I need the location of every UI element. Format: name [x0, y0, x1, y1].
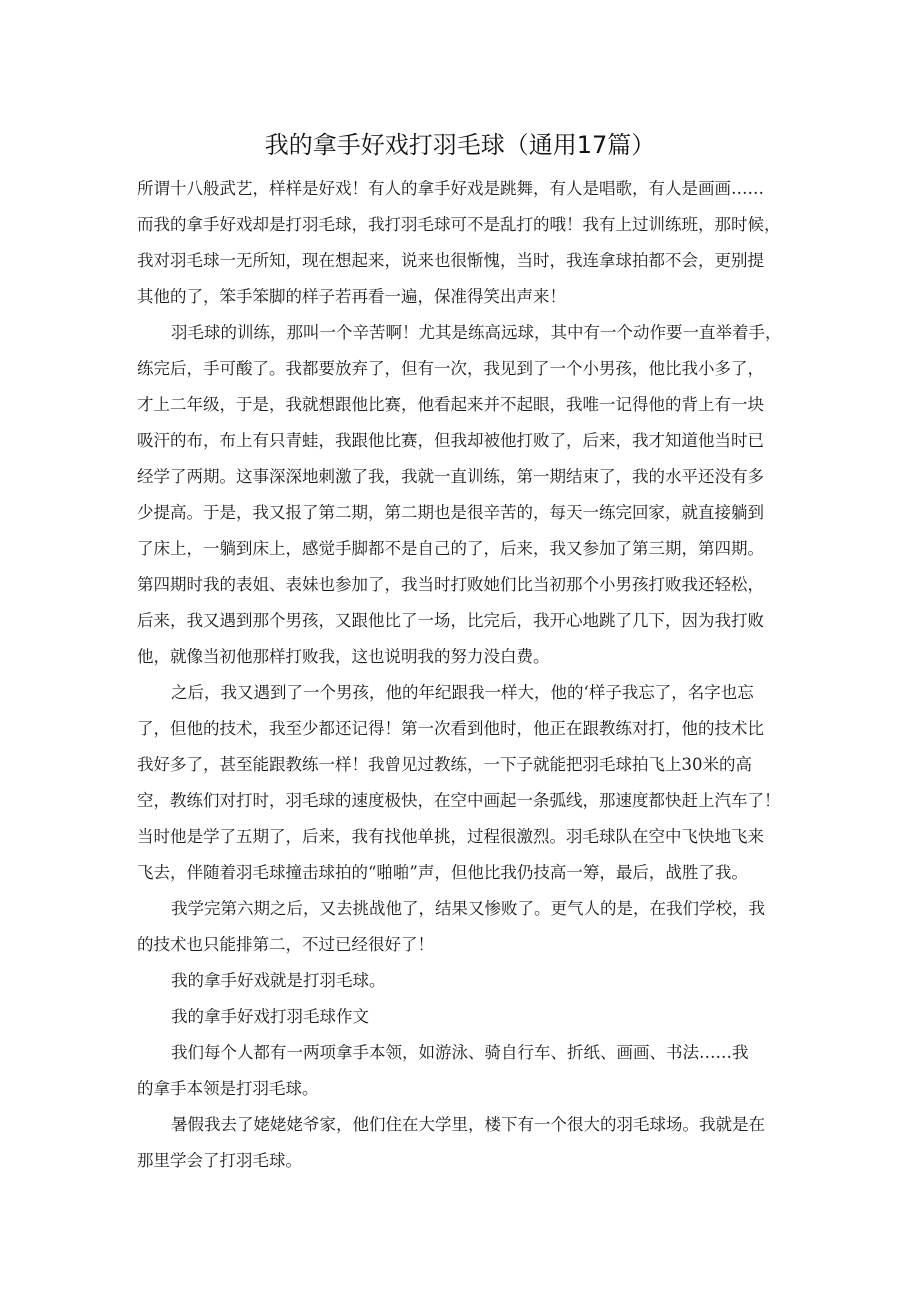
subheading: 我的拿手好戏打羽毛球作文 [171, 1007, 369, 1026]
document-title: 我的拿手好戏打羽毛球（通用17篇） [264, 131, 656, 159]
text-line: 当时他是学了五期了，后来，我有找他单挑，过程很激烈。羽毛球队在空中飞快地飞来 [137, 827, 764, 846]
text-line: 那里学会了打羽毛球。 [137, 1151, 302, 1170]
text-line: 经学了两期。这事深深地刺激了我，我就一直训练，第一期结束了，我的水平还没有多 [137, 467, 764, 486]
text-line: 羽毛球的训练，那叫一个辛苦啊！尤其是练高远球，其中有一个动作要一直举着手， [171, 323, 782, 342]
text-line: 了床上，一躺到床上，感觉手脚都不是自己的了，后来，我又参加了第三期，第四期。 [137, 539, 764, 558]
text-line: 的拿手本领是打羽毛球。 [137, 1079, 319, 1098]
text-line: 所谓十八般武艺，样样是好戏！有人的拿手好戏是跳舞，有人是唱歌，有人是画画…… [137, 179, 764, 198]
text-line: 他，就像当初他那样打败我，这也说明我的努力没白费。 [137, 647, 550, 666]
text-line: 练完后，手可酸了。我都要放弃了，但有一次，我见到了一个小男孩，他比我小多了， [137, 359, 764, 378]
text-line: 暑假我去了姥姥姥爷家，他们住在大学里，楼下有一个很大的羽毛球场。我就是在 [171, 1115, 765, 1134]
text-line: 我好多了，甚至能跟教练一样！我曾见过教练，一下子就能把羽毛球拍飞上30米的高 [137, 755, 752, 774]
text-line: 我的拿手好戏就是打羽毛球。 [171, 971, 386, 990]
text-line: 而我的拿手好戏却是打羽毛球，我打羽毛球可不是乱打的哦！我有上过训练班，那时候， [137, 215, 781, 234]
text-line: 才上二年级，于是，我就想跟他比赛，他看起来并不起眼，我唯一记得他的背上有一块 [137, 395, 764, 414]
text-line: 空，教练们对打时，羽毛球的速度极快，在空中画起一条弧线，那速度都快赶上汽车了！ [137, 791, 781, 810]
text-line: 我学完第六期之后，又去挑战他了，结果又惨败了。更气人的是，在我们学校，我 [171, 899, 765, 918]
text-line: 飞去，伴随着羽毛球撞击球拍的“啪啪”声，但他比我仍技高一筹，最后，战胜了我。 [137, 863, 748, 882]
text-line: 后来，我又遇到那个男孩，又跟他比了一场，比完后，我开心地跳了几下，因为我打败 [137, 611, 764, 630]
text-line: 少提高。于是，我又报了第二期，第二期也是很辛苦的，每天一练完回家，就直接躺到 [137, 503, 764, 522]
text-line: 之后，我又遇到了一个男孩，他的年纪跟我一样大，他的‘样子我忘了，名字也忘 [171, 683, 754, 702]
text-line: 其他的了，笨手笨脚的样子若再看一遍，保准得笑出声来！ [137, 287, 566, 306]
text-line: 我们每个人都有一两项拿手本领，如游泳、骑自行车、折纸、画画、书法……我 [171, 1043, 749, 1062]
text-line: 的技术也只能排第二，不过已经很好了！ [137, 935, 434, 954]
text-line: 我对羽毛球一无所知，现在想起来，说来也很惭愧，当时，我连拿球拍都不会，更别提 [137, 251, 764, 270]
text-line: 了，但他的技术，我至少都还记得！第一次看到他时，他正在跟教练对打，他的技术比 [137, 719, 764, 738]
text-line: 第四期时我的表姐、表妹也参加了，我当时打败她们比当初那个小男孩打败我还轻松， [137, 575, 764, 594]
text-line: 吸汗的布，布上有只青蛙，我跟他比赛，但我却被他打败了，后来，我才知道他当时已 [137, 431, 764, 450]
